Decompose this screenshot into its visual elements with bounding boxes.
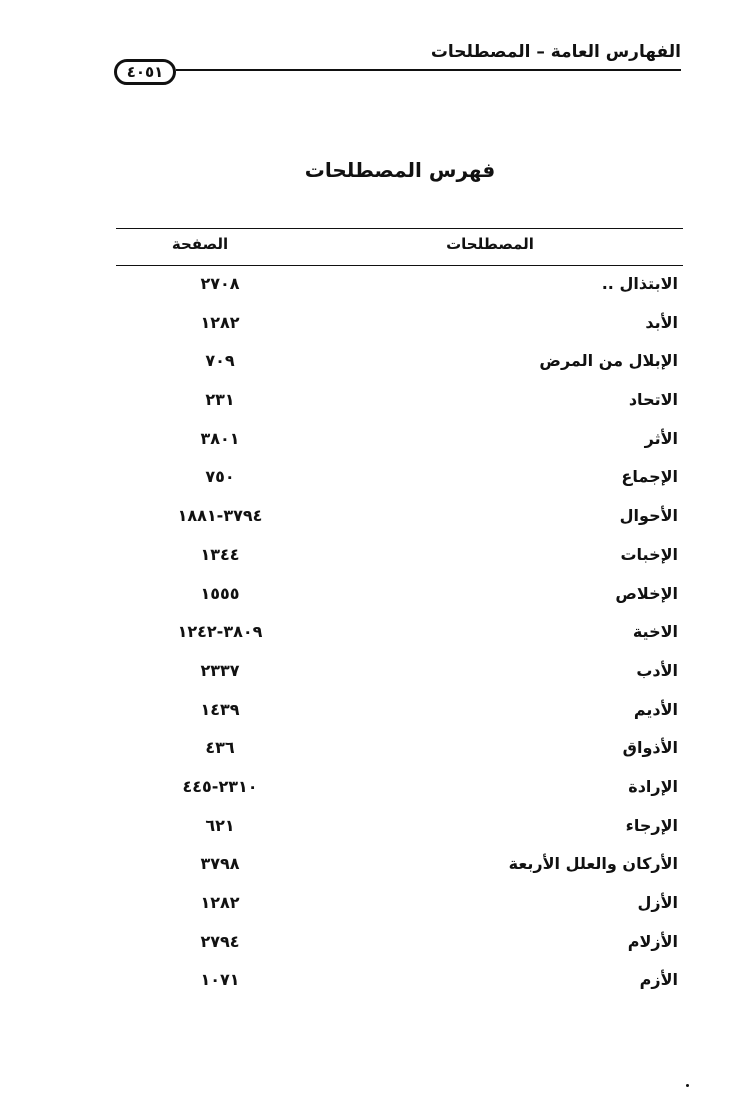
index-term: الأثر <box>644 428 678 448</box>
column-header-page: الصفحة <box>171 235 229 253</box>
index-table-body <box>0 268 753 1003</box>
index-page-refs: ٢٣١٠-٤٤٥ <box>182 776 258 796</box>
index-row <box>0 539 753 578</box>
index-term: الإخبات <box>620 544 678 564</box>
index-term: الأركان والعلل الأربعة <box>508 854 678 874</box>
index-term: الأدب <box>636 660 678 680</box>
index-row <box>0 461 753 500</box>
index-row <box>0 655 753 694</box>
index-row <box>0 307 753 346</box>
index-row <box>0 848 753 887</box>
index-page-refs: ١٤٣٩ <box>200 699 240 719</box>
index-term: الابتذال .. <box>601 274 678 293</box>
index-row <box>0 268 753 307</box>
index-row <box>0 694 753 733</box>
index-page-refs: ٧٥٠ <box>205 467 235 487</box>
index-page-refs: ٢٣٣٧ <box>200 660 240 680</box>
index-page-refs: ٣٧٩٨ <box>200 854 240 874</box>
index-row <box>0 578 753 617</box>
index-page-refs: ١٢٨٢ <box>200 893 240 912</box>
index-row <box>0 732 753 771</box>
index-page-refs: ٣٨٠١ <box>200 428 240 448</box>
page-title: فهرس المصطلحات <box>304 158 496 182</box>
index-page-refs: ٦٢١ <box>205 815 235 835</box>
index-term: الإجماع <box>621 467 678 487</box>
index-row <box>0 771 753 810</box>
page-number-badge <box>114 59 176 85</box>
index-row <box>0 423 753 462</box>
index-page-refs: ٣٨٠٩-١٢٤٢ <box>177 622 263 642</box>
index-term: الأزل <box>637 893 678 912</box>
index-term: الإرجاء <box>625 815 678 835</box>
page-number: ٤٠٥١ <box>126 63 164 81</box>
index-page-refs: ٢٧٠٨ <box>200 274 240 293</box>
index-term: الأزلام <box>627 931 678 951</box>
index-term: الإرادة <box>628 776 678 796</box>
index-row <box>0 926 753 965</box>
index-page-refs: ٢٣١ <box>205 390 235 410</box>
index-term: الأحوال <box>619 506 678 526</box>
index-row <box>0 500 753 539</box>
index-page-refs: ٧٠٩ <box>205 351 235 371</box>
index-page-refs: ١٠٧١ <box>200 970 240 990</box>
index-page-refs: ٣٧٩٤-١٨٨١ <box>177 506 263 526</box>
index-term: الاتحاد <box>628 390 678 410</box>
table-top-rule <box>116 228 683 229</box>
column-header-term: المصطلحات <box>446 235 534 253</box>
index-term: الأذواق <box>622 738 678 758</box>
stray-dot <box>686 1084 689 1087</box>
index-page-refs: ١٣٤٤ <box>200 544 240 564</box>
index-row <box>0 616 753 655</box>
index-page-refs: ١٢٨٢ <box>200 312 240 332</box>
index-row <box>0 384 753 423</box>
index-page-refs: ٤٣٦ <box>205 738 235 758</box>
index-term: الاخية <box>632 622 678 642</box>
index-row <box>0 810 753 849</box>
index-term: الإخلاص <box>615 583 678 603</box>
index-term: الإبلال من المرض <box>539 351 678 371</box>
index-row <box>0 345 753 384</box>
index-term: الأديم <box>633 699 678 719</box>
index-row <box>0 964 753 1003</box>
index-page-refs: ١٥٥٥ <box>200 583 240 603</box>
index-row <box>0 887 753 926</box>
index-term: الأزم <box>639 970 678 990</box>
index-page-refs: ٢٧٩٤ <box>200 931 240 951</box>
running-head: الفهارس العامة – المصطلحات <box>430 42 681 62</box>
table-header-rule <box>116 265 683 266</box>
index-term: الأبد <box>645 312 678 332</box>
header-rule <box>176 69 681 71</box>
